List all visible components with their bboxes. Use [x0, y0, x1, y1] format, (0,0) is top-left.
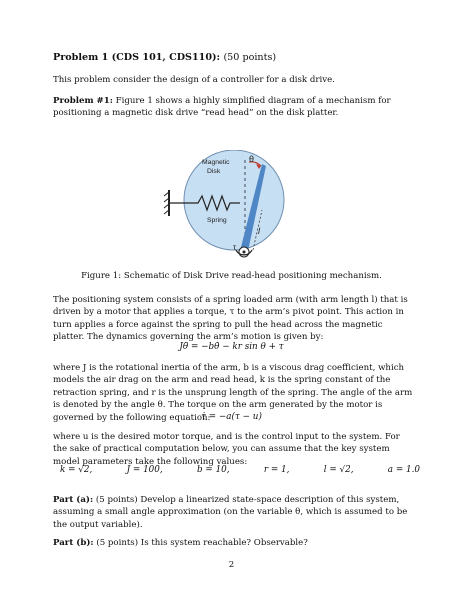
disk-drive-diagram [150, 150, 300, 262]
wall-anchor [164, 190, 169, 216]
label-length: l [258, 226, 260, 236]
param-k: k = √2, [60, 465, 93, 475]
part-b-label: Part (b): [53, 538, 94, 548]
label-disk: Disk [207, 168, 221, 175]
problem-title-bold: Problem 1 (CDS 101, CDS110): [53, 52, 221, 63]
part-b-text: (5 points) Is this system reachable? Observable? [96, 538, 308, 548]
page-number: 2 [228, 560, 235, 570]
figure-caption: Figure 1: Schematic of Disk Drive read-head positioning mechanism. [81, 271, 382, 281]
disk-drive-figure [150, 150, 300, 262]
intro-text: This problem consider the design of a controller for a disk drive. [53, 75, 335, 85]
label-magnetic: Magnetic [202, 159, 230, 166]
label-tau: τ [233, 243, 237, 252]
part-a [53, 494, 413, 531]
param-b: b = 10, [196, 465, 230, 475]
param-a: a = 1.0 [387, 465, 420, 475]
label-spring: Spring [207, 217, 227, 224]
part-a-label: Part (a): [53, 495, 94, 505]
magnetic-disk [184, 150, 284, 250]
problem1-text: Figure 1 shows a highly simplified diagram of a mechanism for positioning a magnetic disk drive “read head” on the disk platter. [53, 96, 391, 119]
part-a-text: (5 points) Develop a linearized state-space description of this system, assuming a small angle approximation (on the variable θ, which is assumed to be the output variable). [53, 495, 408, 530]
control-paragraph: where u is the desired motor torque, and is the control input to the system. For the sake of practical computation below, you can assume that the key system model parameters take the following values: [53, 432, 400, 467]
label-theta: θ [249, 154, 255, 164]
equation-motor-torque: τ̇ = −a(τ − u) [201, 412, 262, 422]
problem-title [53, 52, 276, 63]
parameter-values [60, 465, 420, 475]
dynamics-paragraph: The positioning system consists of a spring loaded arm (with arm length l) that is driven by a motor that applies a torque, τ to the arm’s pivot point. This action in turn applies a force against the spring to pull the head across the magnetic platter. The dynamics governing the arm’s motion is given by: [53, 295, 408, 343]
problem-title-points: (50 points) [223, 52, 277, 63]
param-r: r = 1, [263, 465, 290, 475]
where-paragraph: where J is the rotational inertia of the arm, b is a viscous drag coefficient, which models the air drag on the arm and read head, k is the spring constant of the retraction spring, and r is the unsprung length of the spring. The angle of the arm is denoted by the angle θ. The torque on the arm generated by the motor is governed by the following equation: [53, 363, 413, 423]
problem1-label: Problem #1: [53, 96, 113, 106]
param-l: l = √2, [323, 465, 354, 475]
problem1-paragraph [53, 95, 413, 120]
param-J: J = 100, [126, 465, 163, 475]
equation-arm-dynamics: Jθ̈ = −bθ̇ − kr sin θ + τ [179, 342, 284, 352]
part-b [53, 537, 413, 549]
